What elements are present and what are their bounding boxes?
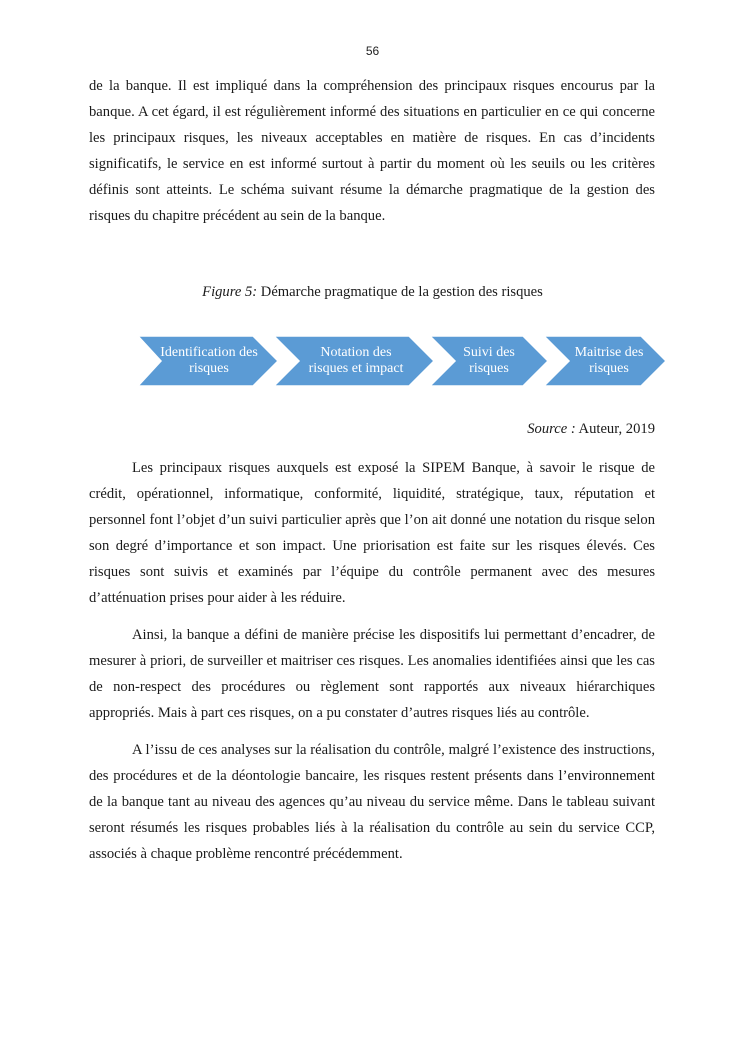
process-step-label: Maitrise des risques [574,345,644,376]
body-paragraph-3: Ainsi, la banque a défini de manière précise les dispositifs lui permettant d’encadrer, de mesurer à priori, de surveiller et maitriser ces risques. Les anomalies identifiées ainsi que les cas de non-respect des procédures ou règlement sont rapportés aux niveaux hiérarchiques appropriés. Mais à part ces risques, on a pu constater d’autres risques liés au contrôle. [89,627,655,721]
body-paragraph-4: A l’issu de ces analyses sur la réalisation du contrôle, malgré l’existence des instructions, des procédures et de la déontologie bancaire, les risques restent présents dans l’environnement de la banque tant au niveau des agences qu’au niveau du service même. Dans le tableau suivant seront résumés les risques probables liés à la réalisation du contrôle au sein du service CCP, associés à chaque problème rencontré précédemment. [89,742,655,862]
process-chevron-diagram [137,335,667,387]
process-step-suivi [429,335,549,387]
body-paragraph-1: de la banque. Il est impliqué dans la compréhension des principaux risques encourus par la banque. A cet égard, il est régulièrement informé des situations en particulier en ce qui concerne les principaux risques, les niveaux acceptables en matière de risques. En cas d’incidents significatifs, le service en est informé surtout à partir du moment où les seuils ou les critères définis sont atteints. Le schéma suivant résume la démarche pragmatique de la gestion des risques du chapitre précédent au sein de la banque. [89,78,655,224]
process-step-identification [137,335,279,387]
process-step-maitrise [543,335,667,387]
process-step-label: Notation des risques et impact [308,345,404,376]
figure-source-label: Source : [527,421,576,437]
page-number: 56 [365,44,380,58]
figure-source [527,419,655,439]
process-step-label: Identification des risques [160,345,258,376]
figure-caption-label: Figure 5: [202,284,258,300]
figure-caption-title: Démarche pragmatique de la gestion des risques [257,284,543,300]
body-paragraph-2: Les principaux risques auxquels est exposé la SIPEM Banque, à savoir le risque de crédit, opérationnel, informatique, conformité, liquidité, stratégique, taux, réputation et personnel font l’objet d’un suivi particulier après que l’on ait donné une notation du risque selon son degré d’importance et son impact. Une priorisation est faite sur les risques élevés. Ces risques sont suivis et examinés par l’équipe du contrôle permanent avec des mesures d’atténuation prises pour aider à les réduire. [89,460,655,606]
figure-caption [0,282,745,302]
figure-source-value: Auteur, 2019 [575,421,655,437]
process-step-notation [273,335,435,387]
process-step-label: Suivi des risques [463,345,515,376]
